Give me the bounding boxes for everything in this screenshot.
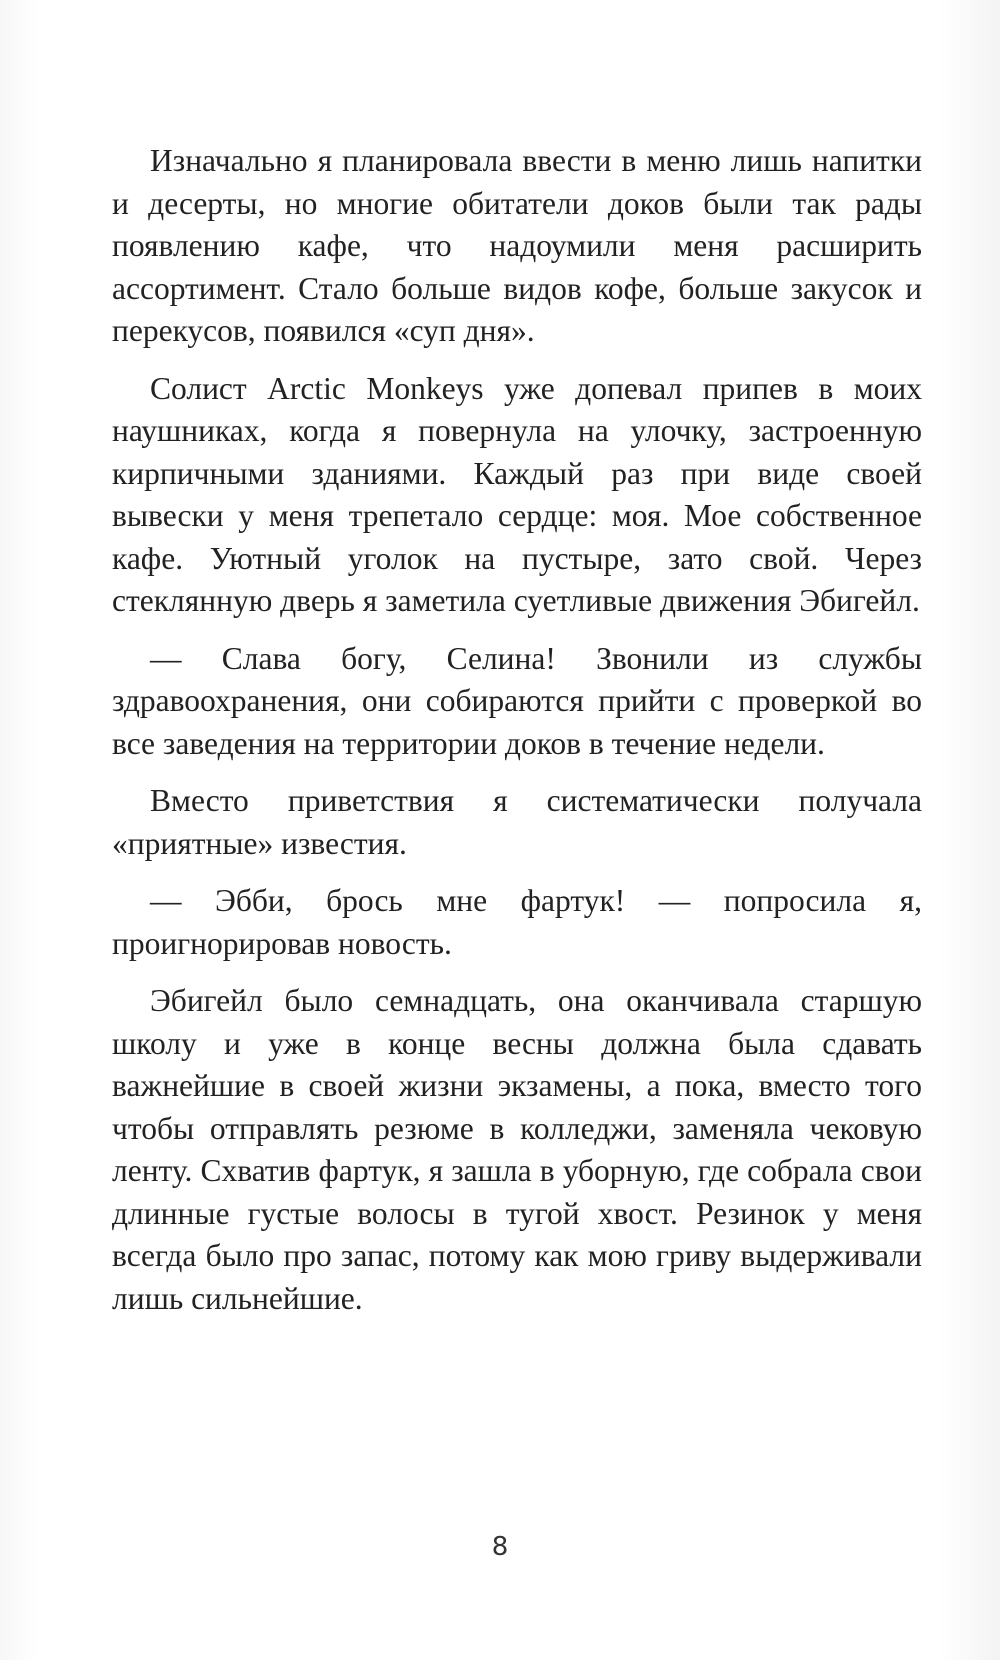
paragraph: — Слава богу, Селина! Звонили из службы здравоохранения, они собираются прийти с проверкой во все заведения на территории доков в течение недели. [112, 640, 922, 761]
paragraph: Солист Arctic Monkeys уже допевал припев в моих наушниках, когда я повернула на улочку, застроенную кирпичными зданиями. Каждый раз при виде своей вывески у меня трепетало сердце: моя. Мое собственное кафе. Уютный уголок на пустыре, зато свой. Через стеклянную дверь я заметила суетливые движения Эбигейл. [112, 370, 922, 618]
paragraph: — Эбби, брось мне фартук! — попросила я, проигнорировав новость. [112, 883, 922, 961]
paragraph: Изначально я планировала ввести в меню лишь напитки и десерты, но многие обитатели доков были так рады появлению кафе, что надоумили меня расширить ассортимент. Стало больше видов кофе, больше закусок и перекусов, появился «суп дня». [112, 143, 922, 348]
body-text [112, 140, 922, 1335]
page-number: 8 [491, 1532, 509, 1562]
paragraph: Вместо приветствия я систематически получала «приятные» известия. [112, 783, 922, 861]
paragraph: Эбигейл было семнадцать, она оканчивала старшую школу и уже в конце весны должна была сдавать важнейшие в своей жизни экзамены, а пока, вместо того чтобы отправлять резюме в колледжи, заменяла чековую ленту. Схватив фартук, я зашла в уборную, где собрала свои длинные густые волосы в тугой хвост. Резинок у меня всегда было про запас, потому как мою гриву выдерживали лишь сильнейшие. [112, 983, 922, 1316]
